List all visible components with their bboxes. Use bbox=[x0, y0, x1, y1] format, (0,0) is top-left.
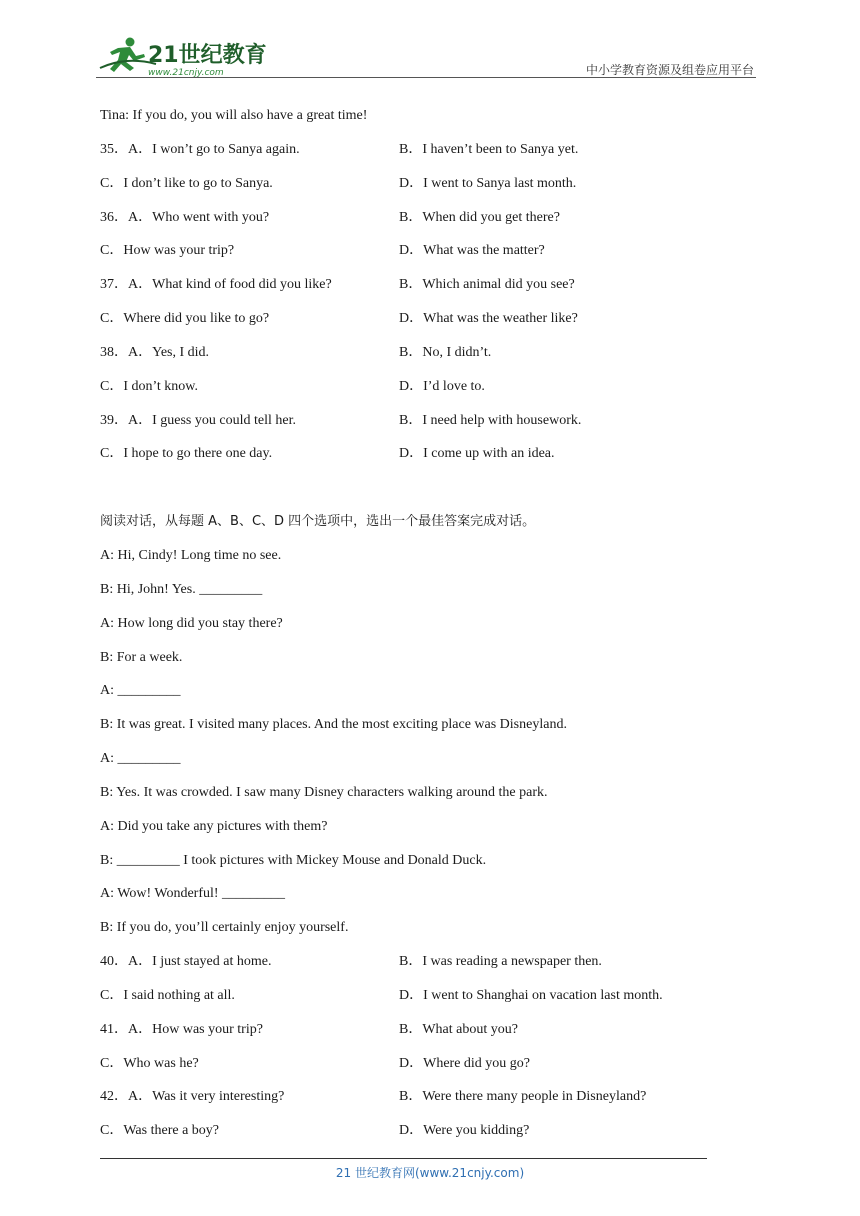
option-row bbox=[100, 1047, 720, 1081]
dialogue-line: B: _________ I took pictures with Mickey Mouse and Donald Duck. bbox=[100, 852, 487, 868]
footer-divider bbox=[100, 1158, 707, 1159]
dialogue-line: A: Hi, Cindy! Long time no see. bbox=[100, 547, 282, 563]
option-left: 41．A．How was your trip? bbox=[100, 1021, 263, 1037]
logo bbox=[96, 34, 271, 78]
dialogue-line: B: Hi, John! Yes. _________ bbox=[100, 581, 263, 597]
option-left: C．Where did you like to go? bbox=[100, 311, 270, 327]
option-left: C．I said nothing at all. bbox=[100, 987, 235, 1003]
option-left: 38．A．Yes, I did. bbox=[100, 344, 210, 360]
option-left: C．How was your trip? bbox=[100, 243, 235, 259]
option-right: B．I was reading a newspaper then. bbox=[399, 954, 602, 970]
dialogue-line: A: _________ bbox=[100, 683, 181, 699]
option-left: C．I don’t like to go to Sanya. bbox=[100, 175, 273, 191]
option-row bbox=[100, 404, 720, 438]
option-left: C．I don’t know. bbox=[100, 378, 198, 394]
dialogue-line: Tina: If you do, you will also have a great time! bbox=[100, 108, 368, 123]
option-right: D．What was the matter? bbox=[399, 243, 545, 259]
dialogue-line: B: It was great. I visited many places. And the most exciting place was Disneyland. bbox=[100, 717, 567, 733]
page-header bbox=[96, 30, 756, 80]
header-divider bbox=[96, 77, 756, 78]
option-row bbox=[100, 336, 720, 370]
footer-link[interactable]: 21 世纪教育网(www.21cnjy.com) bbox=[335, 1166, 525, 1180]
option-right: D．I went to Sanya last month. bbox=[399, 175, 577, 191]
option-row bbox=[100, 1013, 720, 1047]
option-right: B．When did you get there? bbox=[399, 209, 560, 225]
option-right: D．I went to Shanghai on vacation last month. bbox=[399, 987, 663, 1003]
logo-text: 21世纪教育 bbox=[148, 43, 267, 68]
option-left: 42．A．Was it very interesting? bbox=[100, 1089, 285, 1105]
option-right: B．Which animal did you see? bbox=[399, 277, 575, 293]
dialogue-line: A: _________ bbox=[100, 751, 181, 767]
header-platform-text: 中小学教育资源及组卷应用平台 bbox=[585, 63, 754, 77]
option-right: B．What about you? bbox=[399, 1021, 518, 1037]
option-left: 35．A．I won’t go to Sanya again. bbox=[100, 141, 300, 157]
option-right: B．I need help with housework. bbox=[399, 412, 582, 428]
option-right: D．Were you kidding? bbox=[399, 1123, 530, 1139]
dialogue-line: A: Did you take any pictures with them? bbox=[100, 818, 328, 834]
instruction-text: 阅读对话，从每题 A、B、C、D 四个选项中，选出一个最佳答案完成对话。 bbox=[100, 514, 536, 530]
option-left: 40．A．I just stayed at home. bbox=[100, 954, 272, 970]
option-right: D．What was the weather like? bbox=[399, 311, 578, 327]
option-row bbox=[100, 133, 720, 167]
dialogue-line: B: If you do, you’ll certainly enjoy yourself. bbox=[100, 920, 349, 936]
option-left: 39．A．I guess you could tell her. bbox=[100, 412, 296, 428]
option-left: 37．A．What kind of food did you like? bbox=[100, 277, 332, 293]
option-row bbox=[100, 370, 720, 404]
option-right: B．Were there many people in Disneyland? bbox=[399, 1089, 647, 1105]
option-right: D．Where did you go? bbox=[399, 1055, 531, 1071]
option-left: C．I hope to go there one day. bbox=[100, 446, 273, 462]
option-row bbox=[100, 1114, 720, 1148]
option-row bbox=[100, 167, 720, 201]
option-right: B．No, I didn’t. bbox=[399, 344, 492, 360]
document-body bbox=[100, 99, 720, 1148]
option-row bbox=[100, 201, 720, 235]
option-right: D．I come up with an idea. bbox=[399, 446, 555, 462]
logo-url: www.21cnjy.com bbox=[148, 68, 224, 78]
dialogue-line: B: For a week. bbox=[100, 649, 183, 665]
dialogue-line: A: How long did you stay there? bbox=[100, 615, 283, 631]
option-row bbox=[100, 234, 720, 268]
option-row bbox=[100, 437, 720, 471]
dialogue-line: B: Yes. It was crowded. I saw many Disney characters walking around the park. bbox=[100, 784, 548, 800]
option-left: C．Who was he? bbox=[100, 1055, 199, 1071]
option-left: C．Was there a boy? bbox=[100, 1123, 219, 1139]
option-row bbox=[100, 1080, 720, 1114]
option-right: B．I haven’t been to Sanya yet. bbox=[399, 141, 579, 157]
section-gap bbox=[100, 471, 720, 505]
option-row bbox=[100, 945, 720, 979]
option-left: 36．A．Who went with you? bbox=[100, 209, 270, 225]
dialogue-line: A: Wow! Wonderful! _________ bbox=[100, 886, 286, 902]
option-row bbox=[100, 302, 720, 336]
option-right: D．I’d love to. bbox=[399, 378, 485, 394]
option-row bbox=[100, 268, 720, 302]
option-row bbox=[100, 979, 720, 1013]
